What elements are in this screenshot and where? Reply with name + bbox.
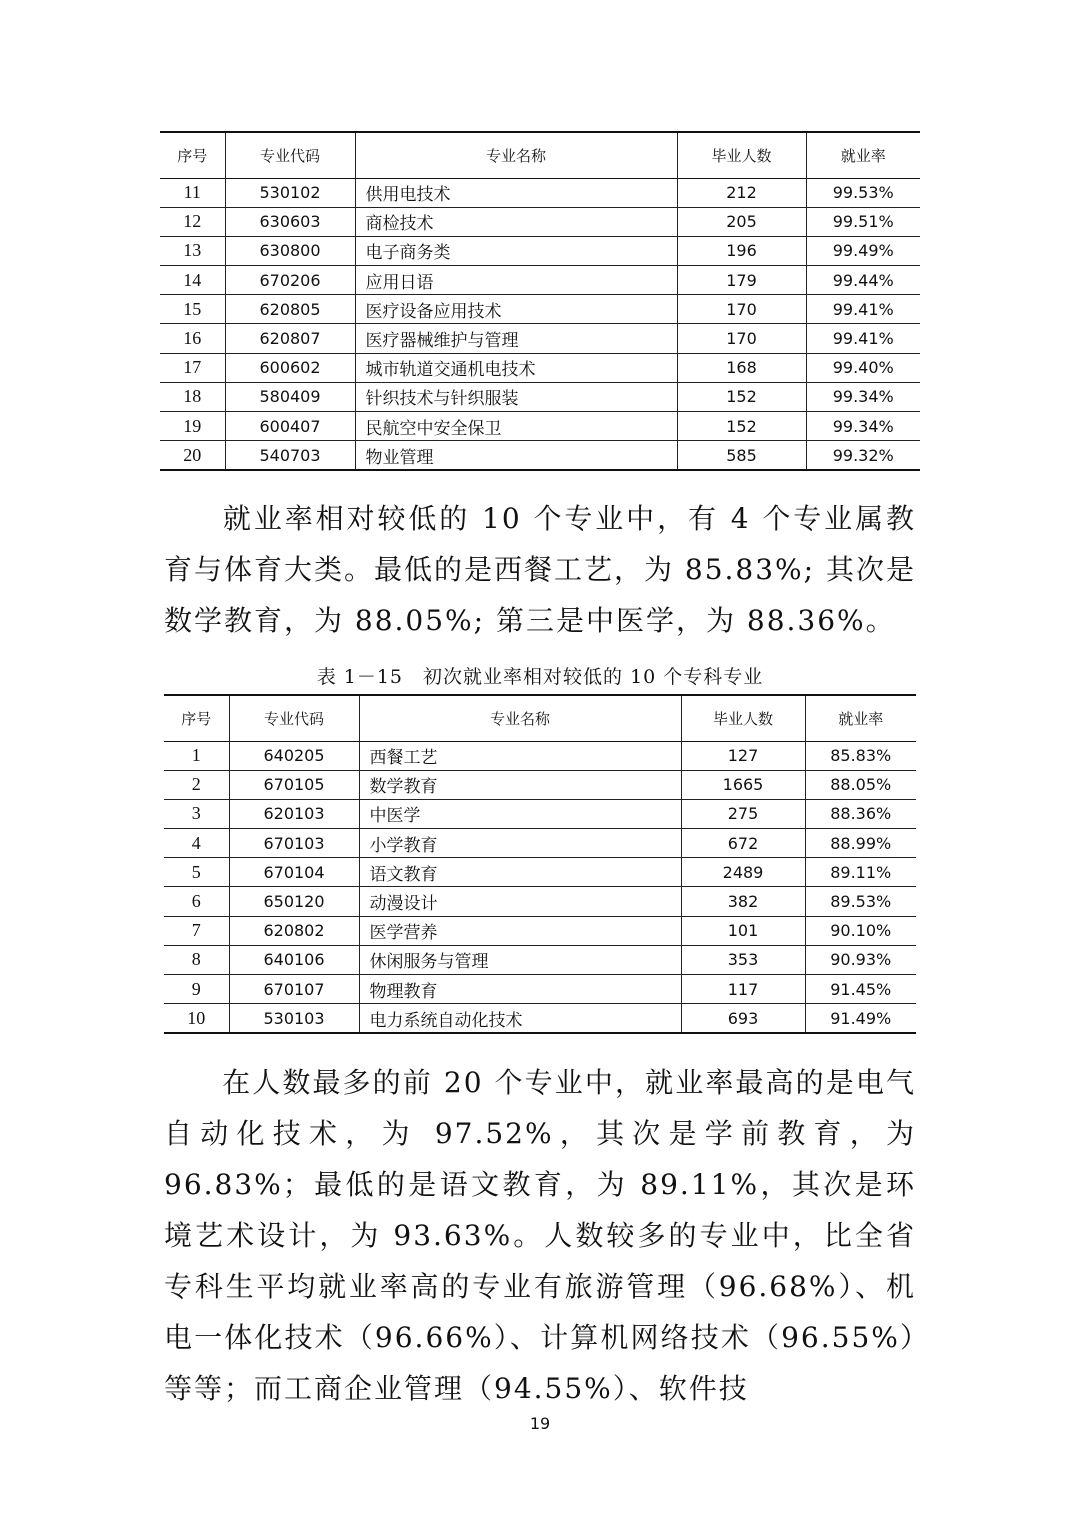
- cell-graduates: 170: [677, 295, 806, 324]
- cell-rate: 99.34%: [806, 382, 920, 411]
- cell-seq: 19: [183, 415, 202, 436]
- cell-graduates: 170: [677, 324, 806, 353]
- page-number: 19: [529, 1414, 551, 1433]
- table-header-row: [160, 132, 920, 178]
- cell-rate: 99.51%: [806, 207, 920, 236]
- header-rate: 就业率: [806, 132, 920, 178]
- cell-code: 620103: [229, 799, 359, 828]
- cell-code: 580409: [225, 382, 355, 411]
- cell-graduates: 353: [681, 945, 805, 974]
- cell-code: 600407: [225, 412, 355, 441]
- table-row: [164, 858, 916, 887]
- cell-graduates: 196: [677, 236, 806, 265]
- table-row: [160, 178, 920, 207]
- cell-name: 数学教育: [359, 770, 681, 799]
- cell-graduates: 168: [677, 353, 806, 382]
- cell-code: 650120: [229, 887, 359, 916]
- cell-name: 动漫设计: [359, 887, 681, 916]
- cell-code: 540703: [225, 441, 355, 470]
- table-row: [164, 829, 916, 858]
- cell-rate: 99.32%: [806, 441, 920, 470]
- cell-rate: 99.40%: [806, 353, 920, 382]
- cell-rate: 99.34%: [806, 412, 920, 441]
- cell-graduates: 275: [681, 799, 805, 828]
- cell-rate: 90.93%: [805, 945, 916, 974]
- cell-name: 语文教育: [359, 858, 681, 887]
- cell-rate: 99.41%: [806, 295, 920, 324]
- cell-code: 670107: [229, 975, 359, 1004]
- cell-graduates: 179: [677, 266, 806, 295]
- cell-rate: 99.44%: [806, 266, 920, 295]
- cell-code: 530102: [225, 178, 355, 207]
- cell-code: 620802: [229, 916, 359, 945]
- cell-name: 城市轨道交通机电技术: [355, 353, 677, 382]
- cell-seq: 9: [191, 978, 201, 999]
- header-code: 专业代码: [229, 695, 359, 741]
- cell-code: 630800: [225, 236, 355, 265]
- cell-code: 670103: [229, 829, 359, 858]
- cell-seq: 4: [191, 832, 201, 853]
- cell-rate: 99.53%: [806, 178, 920, 207]
- cell-code: 600602: [225, 353, 355, 382]
- cell-name: 商检技术: [355, 207, 677, 236]
- cell-name: 医学营养: [359, 916, 681, 945]
- cell-rate: 89.53%: [805, 887, 916, 916]
- cell-name: 医疗设备应用技术: [355, 295, 677, 324]
- cell-code: 670105: [229, 770, 359, 799]
- cell-seq: 5: [191, 861, 201, 882]
- cell-seq: 17: [183, 357, 202, 378]
- cell-seq: 12: [183, 211, 202, 232]
- cell-rate: 88.36%: [805, 799, 916, 828]
- cell-seq: 18: [183, 386, 202, 407]
- cell-graduates: 693: [681, 1004, 805, 1033]
- cell-rate: 99.49%: [806, 236, 920, 265]
- cell-seq: 1: [191, 745, 201, 766]
- cell-graduates: 152: [677, 412, 806, 441]
- cell-code: 640205: [229, 741, 359, 770]
- table-row: [160, 441, 920, 470]
- table-row: [160, 412, 920, 441]
- cell-rate: 88.99%: [805, 829, 916, 858]
- table-row: [164, 770, 916, 799]
- table-row: [160, 324, 920, 353]
- paragraph-text: 就业率相对较低的 10 个专业中，有 4 个专业属教育与体育大类。最低的是西餐工艺，为 85.83%; 其次是数学教育，为 88.05%; 第三是中医学，为 88.36%。: [164, 502, 917, 637]
- header-name: 专业名称: [359, 695, 681, 741]
- table-row: [160, 207, 920, 236]
- cell-rate: 99.41%: [806, 324, 920, 353]
- table-row: [164, 945, 916, 974]
- cell-name: 应用日语: [355, 266, 677, 295]
- table-header-row: [164, 695, 916, 741]
- cell-rate: 91.49%: [805, 1004, 916, 1033]
- table-row: [160, 353, 920, 382]
- cell-name: 电子商务类: [355, 236, 677, 265]
- cell-name: 小学教育: [359, 829, 681, 858]
- cell-graduates: 152: [677, 382, 806, 411]
- cell-graduates: 382: [681, 887, 805, 916]
- cell-name: 中医学: [359, 799, 681, 828]
- cell-rate: 89.11%: [805, 858, 916, 887]
- cell-name: 民航空中安全保卫: [355, 412, 677, 441]
- table-row: [160, 236, 920, 265]
- cell-graduates: 127: [681, 741, 805, 770]
- cell-graduates: 2489: [681, 858, 805, 887]
- table-caption: 表 1－15 初次就业率相对较低的 10 个专科专业: [316, 666, 764, 688]
- header-seq: 序号: [177, 146, 208, 165]
- table-row: [164, 1004, 916, 1033]
- table-row: [164, 799, 916, 828]
- cell-code: 670104: [229, 858, 359, 887]
- header-graduates: 毕业人数: [681, 695, 805, 741]
- cell-seq: 11: [183, 182, 201, 203]
- cell-graduates: 117: [681, 975, 805, 1004]
- header-seq: 序号: [181, 709, 212, 728]
- header-graduates: 毕业人数: [677, 132, 806, 178]
- cell-seq: 3: [191, 803, 201, 824]
- header-rate: 就业率: [805, 695, 916, 741]
- cell-name: 电力系统自动化技术: [359, 1004, 681, 1033]
- cell-name: 物理教育: [359, 975, 681, 1004]
- graduate-table-top: [160, 131, 920, 471]
- cell-seq: 10: [187, 1007, 206, 1028]
- cell-seq: 8: [191, 949, 201, 970]
- cell-graduates: 212: [677, 178, 806, 207]
- cell-seq: 7: [191, 920, 201, 941]
- header-name: 专业名称: [355, 132, 677, 178]
- cell-rate: 85.83%: [805, 741, 916, 770]
- cell-graduates: 101: [681, 916, 805, 945]
- table-row: [164, 741, 916, 770]
- low-rate-majors-table: [164, 694, 916, 1034]
- cell-code: 630603: [225, 207, 355, 236]
- cell-graduates: 585: [677, 441, 806, 470]
- cell-seq: 15: [183, 298, 202, 319]
- paragraph-top20-summary: [164, 1057, 916, 1414]
- cell-name: 医疗器械维护与管理: [355, 324, 677, 353]
- cell-graduates: 205: [677, 207, 806, 236]
- cell-name: 休闲服务与管理: [359, 945, 681, 974]
- cell-name: 物业管理: [355, 441, 677, 470]
- cell-seq: 16: [183, 328, 202, 349]
- cell-rate: 91.45%: [805, 975, 916, 1004]
- cell-name: 供用电技术: [355, 178, 677, 207]
- paragraph-low-rate-summary: [164, 493, 916, 646]
- table-row: [160, 266, 920, 295]
- cell-seq: 20: [183, 444, 202, 465]
- cell-seq: 14: [183, 269, 202, 290]
- cell-code: 620807: [225, 324, 355, 353]
- cell-rate: 90.10%: [805, 916, 916, 945]
- table-row: [164, 916, 916, 945]
- table-row: [164, 975, 916, 1004]
- header-code: 专业代码: [225, 132, 355, 178]
- cell-code: 620805: [225, 295, 355, 324]
- cell-rate: 88.05%: [805, 770, 916, 799]
- paragraph-text: 在人数最多的前 20 个专业中，就业率最高的是电气自动化技术，为 97.52%，其次是学前教育，为 96.83%；最低的是语文教育，为 89.11%，其次是环境艺术设计，为 93.63%。人数较多的专业中，比全省专科生平均就业率高的专业有旅游管理（96.68%）、机电一体化技术（96.66%）、计算机网络技术（96.55%）等等；而工商企业管理（94.55%）、软件技: [164, 1066, 916, 1405]
- cell-name: 西餐工艺: [359, 741, 681, 770]
- cell-seq: 6: [191, 891, 201, 912]
- table-row: [164, 887, 916, 916]
- cell-name: 针织技术与针织服装: [355, 382, 677, 411]
- cell-seq: 13: [183, 240, 202, 261]
- cell-graduates: 1665: [681, 770, 805, 799]
- table-row: [160, 382, 920, 411]
- cell-graduates: 672: [681, 829, 805, 858]
- cell-code: 670206: [225, 266, 355, 295]
- cell-seq: 2: [191, 774, 201, 795]
- cell-code: 640106: [229, 945, 359, 974]
- table-row: [160, 295, 920, 324]
- cell-code: 530103: [229, 1004, 359, 1033]
